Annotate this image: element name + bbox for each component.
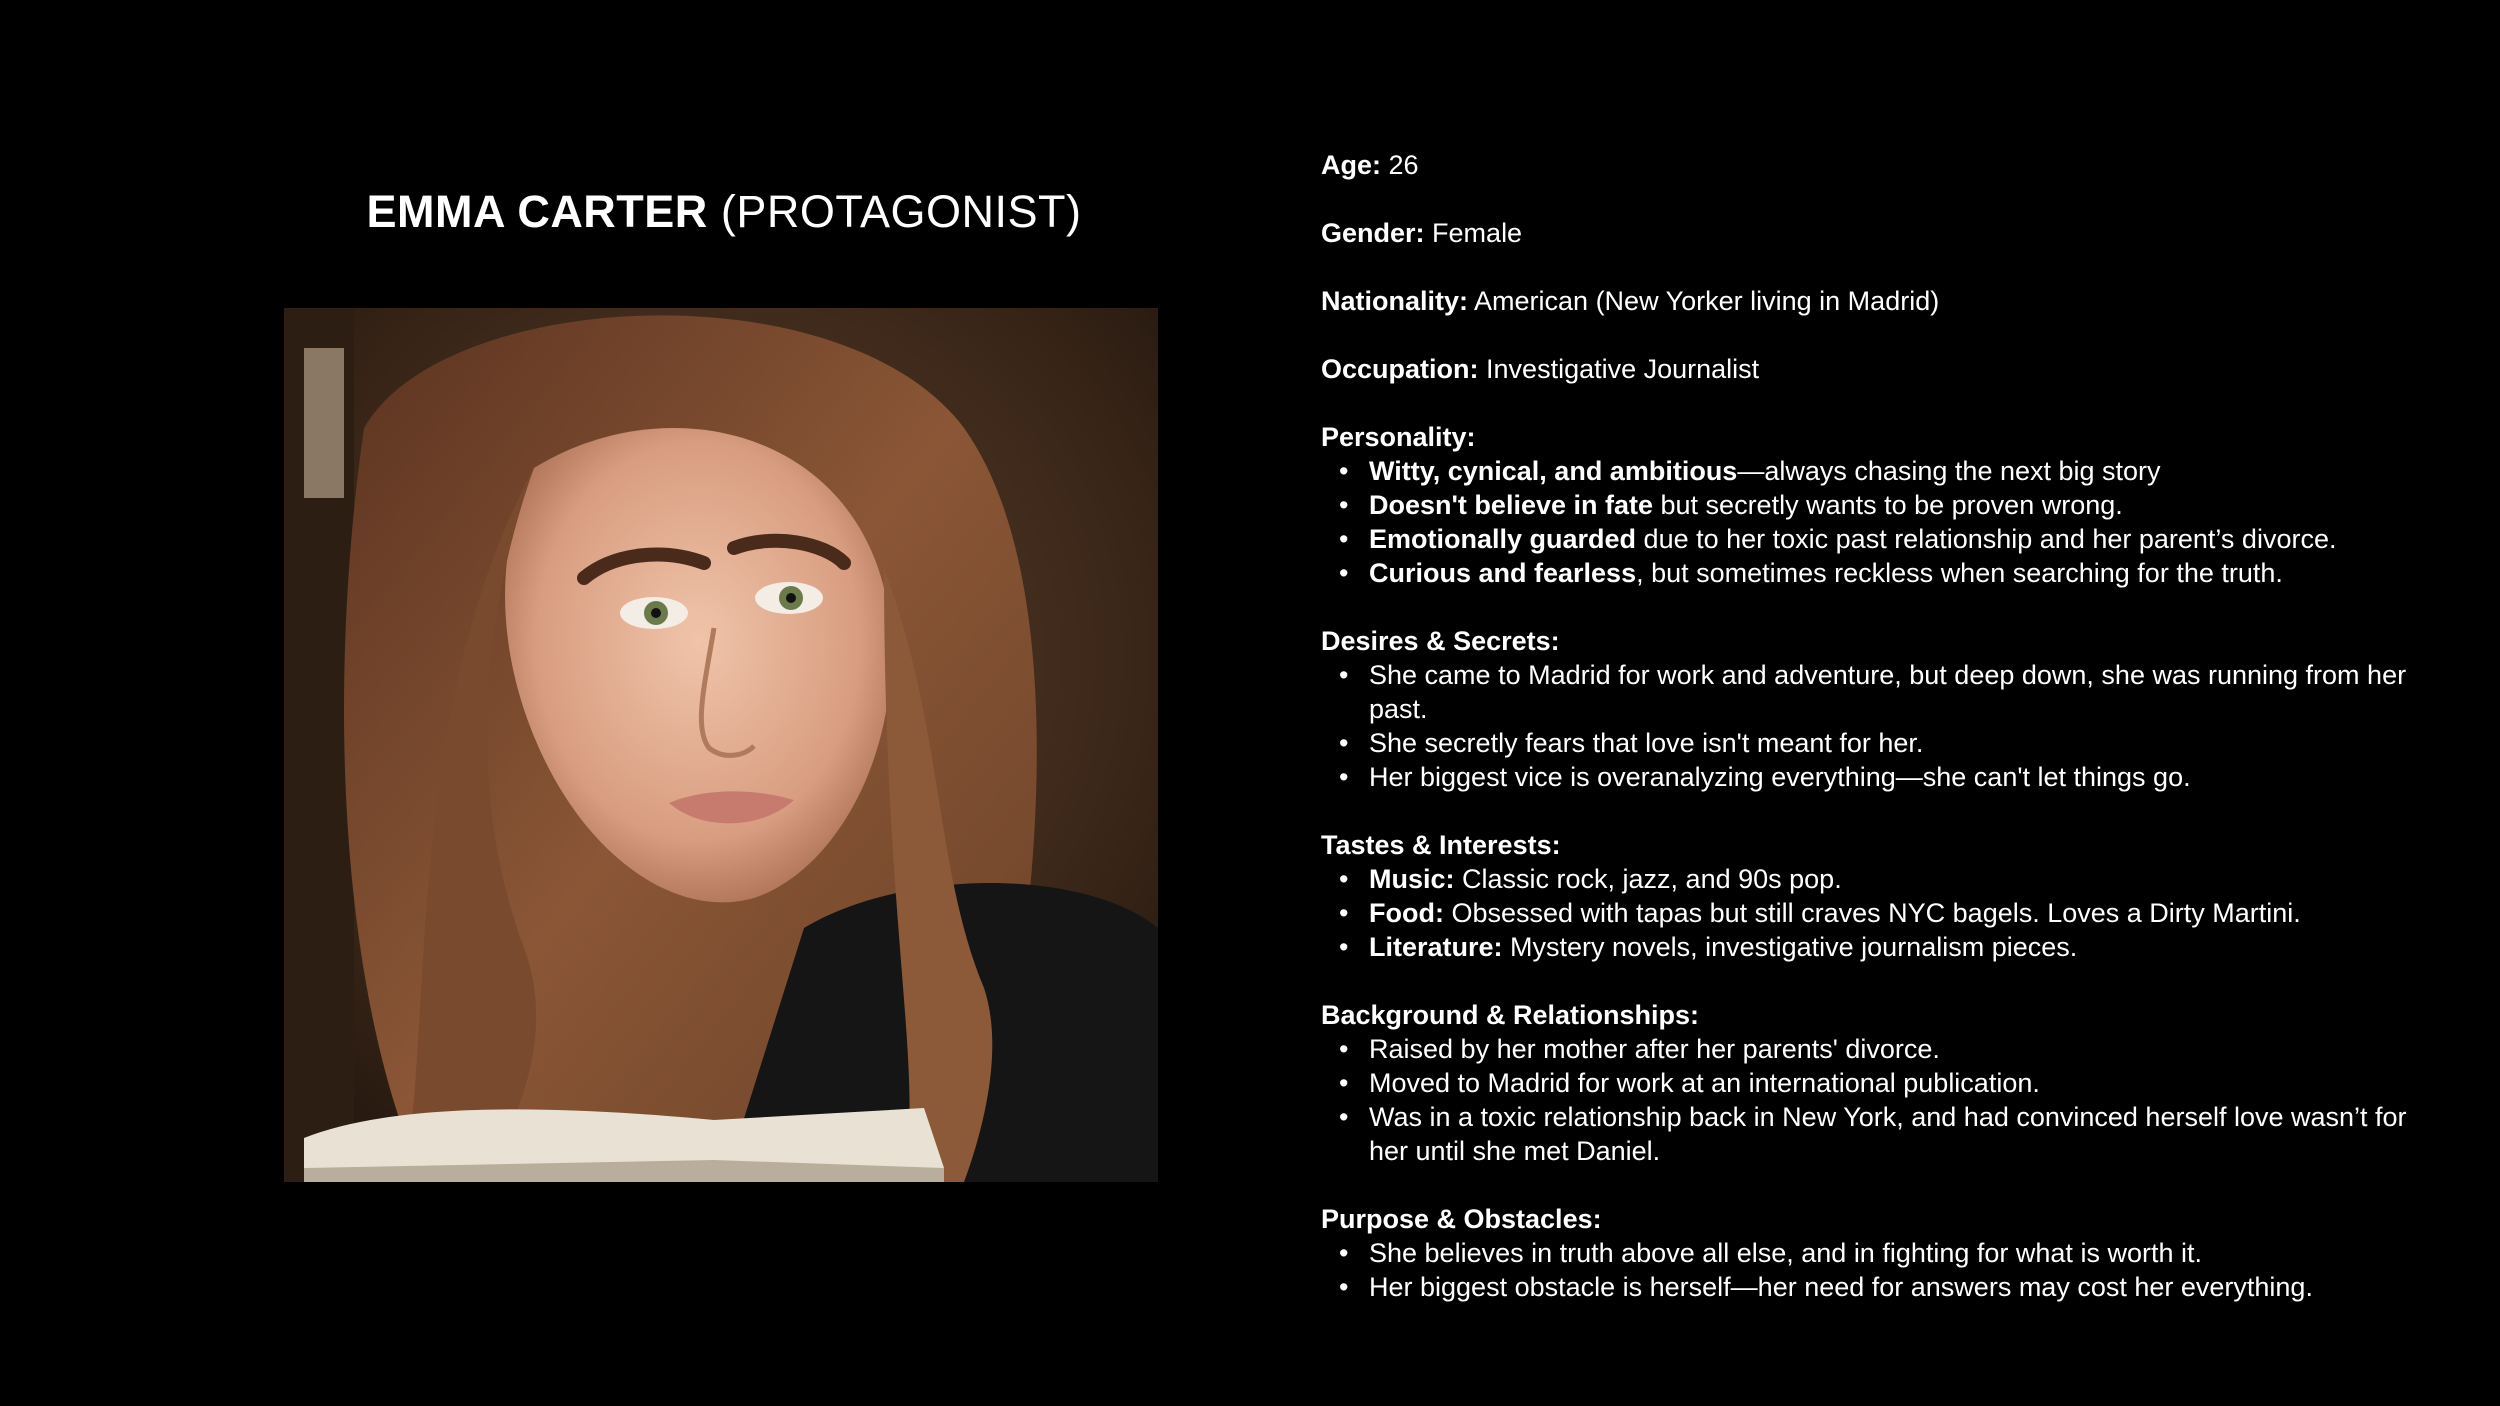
page-title [284,186,1164,238]
list-item: • Her biggest obstacle is herself—her need for answers may cost her everything. [1321,1270,2451,1304]
field-occupation [1321,352,2451,386]
section-heading: Background & Relationships: [1321,1000,1700,1030]
section-personality [1321,420,2451,590]
list-item: • Moved to Madrid for work at an international publication. [1321,1066,2451,1100]
list-item [1321,556,2451,590]
desires-list [1321,658,2451,794]
field-value: 26 [1388,150,1419,180]
item-text: —always chasing the next big story [1737,456,2161,486]
section-heading: Purpose & Obstacles: [1321,1204,1602,1234]
item-bold: Emotionally guarded [1369,524,1637,554]
item-text: Classic rock, jazz, and 90s pop. [1454,864,1842,894]
field-value: Female [1432,218,1523,248]
portrait-photo-icon [284,308,1158,1182]
field-value: Investigative Journalist [1486,354,1760,384]
list-item: • Her biggest vice is overanalyzing everything—she can't let things go. [1321,760,2451,794]
item-bold: Literature: [1369,932,1503,962]
tastes-list [1321,862,2451,964]
purpose-list [1321,1236,2451,1304]
section-desires [1321,624,2451,794]
field-label: Nationality: [1321,286,1469,316]
list-item [1321,454,2451,488]
list-item [1321,522,2451,556]
list-item: • Was in a toxic relationship back in New York, and had convinced herself love wasn’t for her until she met Daniel. [1321,1100,2451,1168]
item-text: but secretly wants to be proven wrong. [1653,490,2123,520]
list-item: • She secretly fears that love isn't meant for her. [1321,726,2451,760]
field-label: Age: [1321,150,1381,180]
section-heading: Desires & Secrets: [1321,626,1560,656]
item-bold: Witty, cynical, and ambitious [1369,456,1738,486]
section-heading: Personality: [1321,422,1476,452]
portrait-image [284,308,1158,1182]
item-text: due to her toxic past relationship and her parent’s divorce. [1636,524,2337,554]
item-bold: Curious and fearless [1369,558,1637,588]
item-text: Mystery novels, investigative journalism pieces. [1502,932,2078,962]
profile-details [1321,148,2451,1338]
background-list [1321,1032,2451,1168]
field-age [1321,148,2451,182]
list-item: • She came to Madrid for work and adventure, but deep down, she was running from her past. [1321,658,2451,726]
section-tastes [1321,828,2451,964]
character-name: EMMA CARTER [366,186,708,237]
character-role: (PROTAGONIST) [720,186,1082,237]
field-gender [1321,216,2451,250]
section-heading: Tastes & Interests: [1321,830,1561,860]
field-label: Gender: [1321,218,1425,248]
personality-list [1321,454,2451,590]
list-item [1321,862,2451,896]
field-label: Occupation: [1321,354,1479,384]
item-bold: Doesn't believe in fate [1369,490,1654,520]
list-item [1321,896,2451,930]
item-text: Obsessed with tapas but still craves NYC bagels. Loves a Dirty Martini. [1443,898,2301,928]
field-nationality [1321,284,2451,318]
list-item [1321,930,2451,964]
section-background [1321,998,2451,1168]
list-item: • She believes in truth above all else, and in fighting for what is worth it. [1321,1236,2451,1270]
item-text: , but sometimes reckless when searching for the truth. [1636,558,2283,588]
item-bold: Music: [1369,864,1455,894]
field-value: American (New Yorker living in Madrid) [1474,286,1940,316]
list-item: • Raised by her mother after her parents' divorce. [1321,1032,2451,1066]
item-bold: Food: [1369,898,1444,928]
list-item [1321,488,2451,522]
section-purpose [1321,1202,2451,1304]
